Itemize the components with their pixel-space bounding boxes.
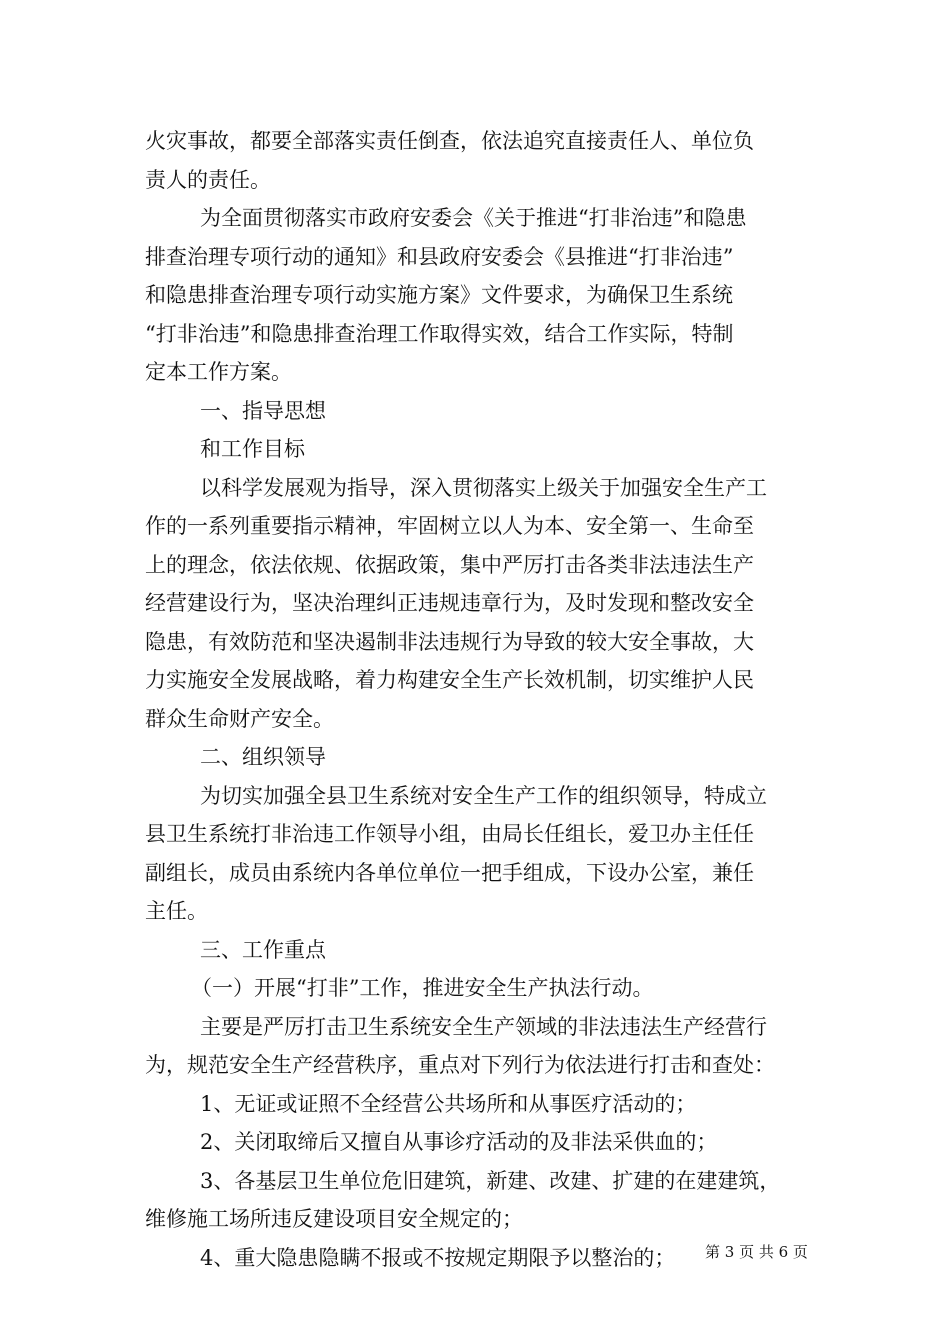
text-line: 和隐患排查治理专项行动实施方案》文件要求，为确保卫生系统 [145, 283, 733, 307]
text-line: 力实施安全发展战略，着力构建安全生产长效机制，切实维护人民 [145, 668, 754, 692]
text-line: 副组长，成员由系统内各单位单位一把手组成，下设办公室，兼任 [145, 860, 754, 885]
paragraph-start: 主要是严厉打击卫生系统安全生产领域的非法违法生产经营行 [200, 1014, 767, 1039]
text-line: 为，规范安全生产经营秩序，重点对下列行为依法进行打击和查处： [145, 1053, 775, 1077]
text-line: 维修施工场所违反建设项目安全规定的； [145, 1207, 523, 1231]
text-line: 定本工作方案。 [145, 360, 292, 384]
list-item: 3、各基层卫生单位危旧建筑，新建、改建、扩建的在建建筑， [200, 1168, 781, 1193]
paragraph-start: 以科学发展观为指导，深入贯彻落实上级关于加强安全生产工 [200, 475, 767, 500]
text-line: 经营建设行为，坚决治理纠正违规违章行为，及时发现和整改安全 [145, 591, 754, 615]
text-line: 上的理念，依法依规、依据政策，集中严厉打击各类非法违法生产 [145, 552, 754, 577]
text-line: 群众生命财产安全。 [145, 706, 334, 731]
document-body [145, 122, 825, 1277]
text-line: 主任。 [145, 899, 208, 923]
text-line: 火灾事故，都要全部落实责任倒查，依法追究直接责任人、单位负 [145, 129, 754, 153]
text-line: 作的一系列重要指示精神，牢固树立以人为本、安全第一、生命至 [145, 514, 754, 538]
paragraph-start: 为全面贯彻落实市政府安委会《关于推进“打非治违”和隐患 [200, 206, 747, 230]
section-heading: 二、组织领导 [200, 745, 326, 769]
text-line: 隐患，有效防范和坚决遏制非法违规行为导致的较大安全事故，大 [145, 629, 754, 654]
text-line: 排查治理专项行动的通知》和县政府安委会《县推进“打非治违” [145, 244, 734, 269]
section-heading-continuation: 和工作目标 [200, 437, 305, 461]
page-number: 第 3 页 共 6 页 [705, 1243, 808, 1261]
text-line: 责人的责任。 [145, 167, 271, 192]
list-item: 2、关闭取缔后又擅自从事诊疗活动的及非法采供血的； [200, 1130, 718, 1154]
list-item: 1、无证或证照不全经营公共场所和从事医疗活动的； [200, 1091, 697, 1116]
section-heading: 三、工作重点 [200, 937, 326, 962]
paragraph-start: 为切实加强全县卫生系统对安全生产工作的组织领导，特成立 [200, 783, 767, 808]
text-line: 县卫生系统打非治违工作领导小组，由局长任组长，爱卫办主任任 [145, 822, 754, 846]
list-item: 4、重大隐患隐瞒不报或不按规定期限予以整治的； [200, 1245, 676, 1270]
subsection-heading: （一）开展“打非”工作，推进安全生产执法行动。 [191, 976, 654, 1000]
section-heading: 一、指导思想 [200, 398, 326, 423]
text-line: “打非治违”和隐患排查治理工作取得实效，结合工作实际，特制 [145, 321, 734, 346]
